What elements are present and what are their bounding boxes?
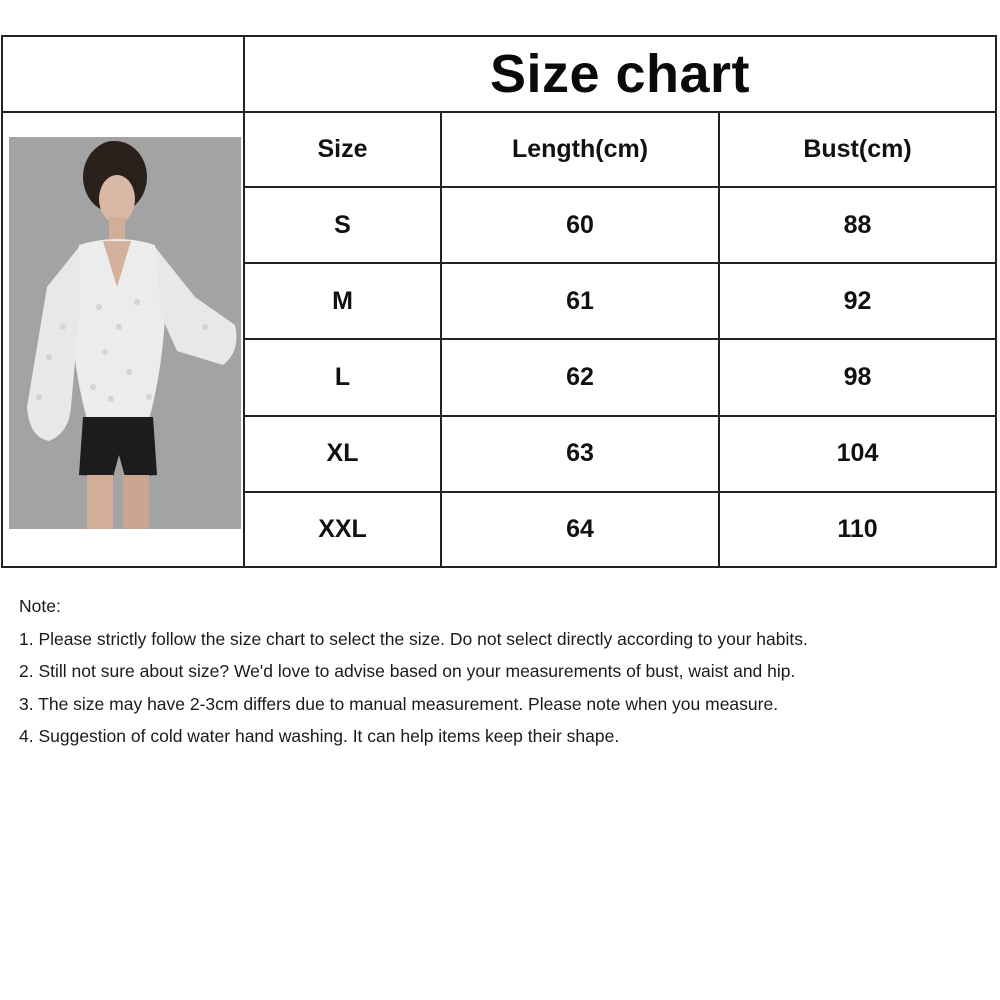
notes-section xyxy=(19,590,808,753)
size-cell: S xyxy=(245,187,441,263)
model-photo xyxy=(9,137,241,529)
note-item: 3. The size may have 2-3cm differs due to manual measurement. Please note when you measure. xyxy=(19,693,779,714)
model-photo-cell xyxy=(3,37,245,566)
bust-cell: 98 xyxy=(719,339,995,415)
column-header-bust: Bust(cm) xyxy=(719,113,995,187)
size-cell: L xyxy=(245,339,441,415)
table-row xyxy=(245,187,995,263)
size-chart-frame xyxy=(1,35,997,568)
note-item: 1. Please strictly follow the size chart to select the size. Do not select directly according to your habits. xyxy=(19,628,808,649)
page-title: Size chart xyxy=(489,44,751,104)
divider xyxy=(3,111,243,113)
length-cell: 61 xyxy=(441,263,719,339)
table-row xyxy=(245,492,995,566)
length-cell: 60 xyxy=(441,187,719,263)
length-cell: 64 xyxy=(441,492,719,566)
model-illustration xyxy=(9,137,241,529)
length-cell: 63 xyxy=(441,416,719,492)
size-table xyxy=(245,113,995,566)
column-header-length: Length(cm) xyxy=(441,113,719,187)
table-header-row xyxy=(245,113,995,187)
bust-cell: 92 xyxy=(719,263,995,339)
size-cell: XXL xyxy=(245,492,441,566)
size-cell: M xyxy=(245,263,441,339)
size-cell: XL xyxy=(245,416,441,492)
bust-cell: 110 xyxy=(719,492,995,566)
bust-cell: 88 xyxy=(719,187,995,263)
notes-heading: Note: xyxy=(19,596,61,616)
column-header-size: Size xyxy=(245,113,441,187)
note-item: 2. Still not sure about size? We'd love to advise based on your measurements of bust, waist and hip. xyxy=(19,661,796,681)
length-cell: 62 xyxy=(441,339,719,415)
table-row xyxy=(245,339,995,415)
table-row xyxy=(245,416,995,492)
note-item: 4. Suggestion of cold water hand washing. It can help items keep their shape. xyxy=(19,726,620,746)
table-row xyxy=(245,263,995,339)
title-cell xyxy=(245,37,995,113)
bust-cell: 104 xyxy=(719,416,995,492)
